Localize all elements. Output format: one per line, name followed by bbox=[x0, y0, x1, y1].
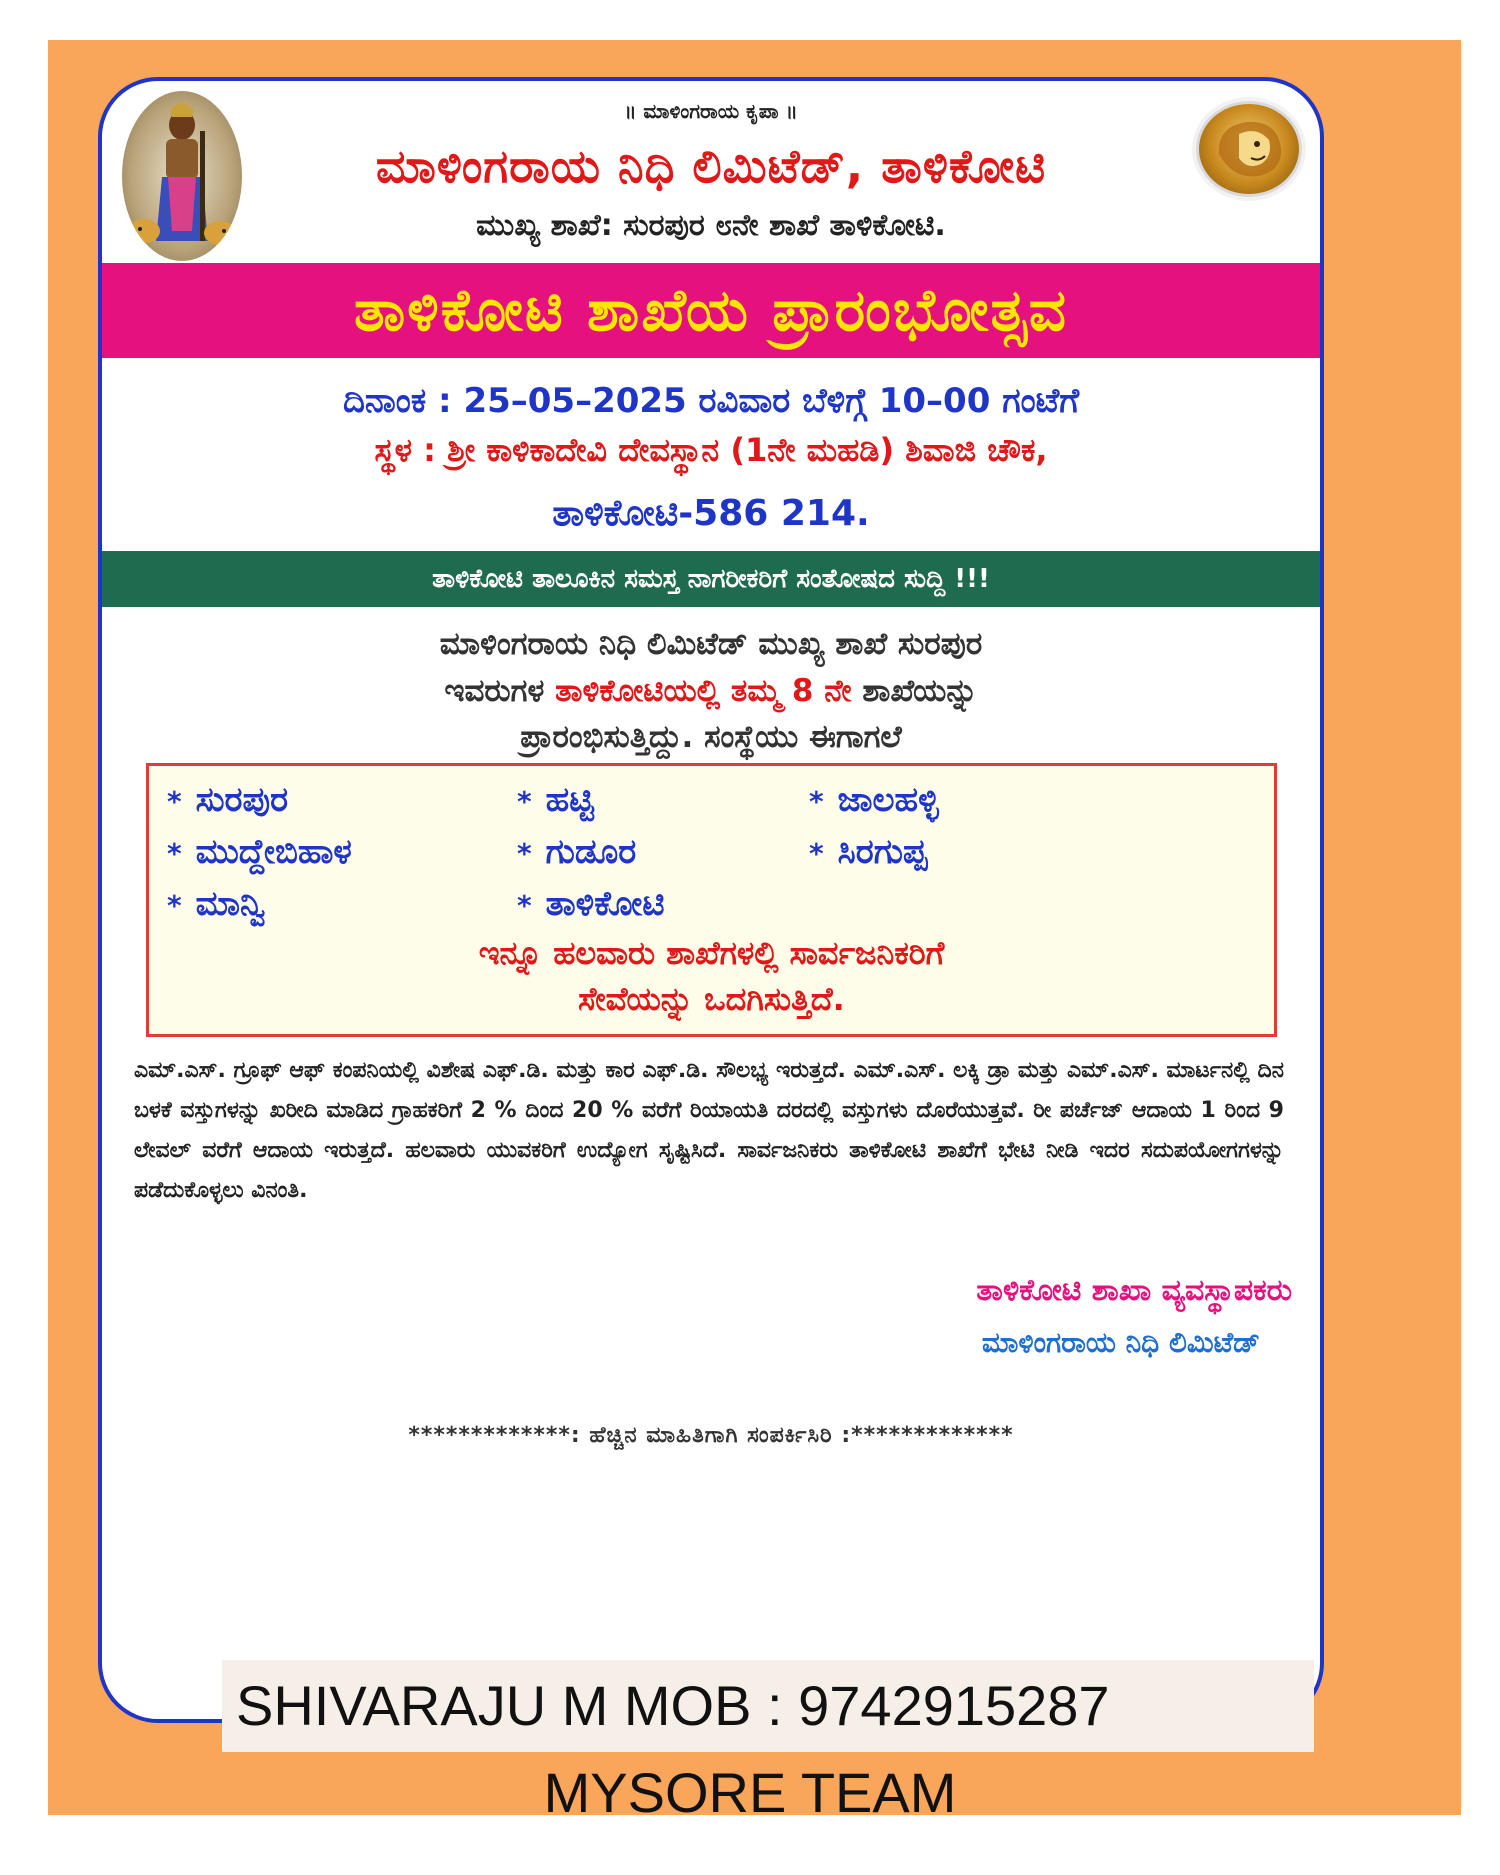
intro-line-3: ಪ್ರಾರಂಭಿಸುತ್ತಿದ್ದು. ಸಂಸ್ಥೆಯು ಈಗಾಗಲೆ bbox=[520, 719, 902, 755]
star-bullet-icon: * bbox=[517, 837, 532, 870]
phone-number: SHIVARAJU M MOB : 9742915287 bbox=[236, 1674, 1110, 1737]
star-bullet-icon: * bbox=[517, 889, 532, 922]
good-news-banner bbox=[102, 551, 1320, 607]
list-item bbox=[809, 832, 927, 872]
list-item bbox=[167, 884, 265, 924]
event-date: ದಿನಾಂಕ : 25–05–2025 ರವಿವಾರ ಬೆಳಿಗ್ಗೆ 10–00 ಗಂಟೆಗೆ bbox=[342, 381, 1080, 421]
good-news-text: ತಾಳಿಕೋಟಿ ತಾಲೂಕಿನ ಸಮಸ್ತ ನಾಗರೀಕರಿಗೆ ಸಂತೋಷದ ಸುದ್ದಿ !!! bbox=[432, 564, 990, 594]
team-name: MYSORE TEAM bbox=[543, 1761, 957, 1824]
star-bullet-icon: * bbox=[167, 889, 182, 922]
blessing-line: ॥ ಮಾಳಿಂಗರಾಯ ಕೃಪಾ ॥ bbox=[624, 99, 798, 123]
star-bullet-icon: * bbox=[809, 837, 824, 870]
branch-name: ಹಟ್ಟಿ bbox=[545, 780, 594, 820]
signature-org: ಮಾಳಿಂಗರಾಯ ನಿಧಿ ಲಿಮಿಟೆಡ್ bbox=[981, 1326, 1260, 1359]
list-item bbox=[167, 780, 288, 820]
branch-name: ಜಾಲಹಳ್ಳಿ bbox=[837, 780, 939, 820]
star-bullet-icon: * bbox=[167, 785, 182, 818]
list-item bbox=[517, 884, 665, 924]
intro-line-2-highlight: ತಾಳಿಕೋಟಿಯಲ್ಲಿ ತಮ್ಮ 8 ನೇ bbox=[555, 673, 852, 709]
star-bullet-icon: * bbox=[167, 837, 182, 870]
branch-name: ಮುದ್ದೇಬಿಹಾಳ bbox=[195, 832, 352, 872]
flyer-card bbox=[98, 77, 1324, 1723]
main-branch-line: ಮುಖ್ಯ ಶಾಖೆ: ಸುರಪುರ ೮ನೇ ಶಾಖೆ ತಾಳಿಕೋಟಿ. bbox=[476, 208, 946, 243]
branches-note-line-2: ಸೇವೆಯನ್ನು ಒದಗಿಸುತ್ತಿದೆ. bbox=[578, 980, 845, 1018]
branch-name: ಗುಡೂರ bbox=[545, 832, 637, 872]
branches-box bbox=[146, 763, 1277, 1037]
branch-name: ಮಾನ್ವಿ bbox=[195, 884, 265, 924]
branches-note-line-1: ಇನ್ನೂ ಹಲವಾರು ಶಾಖೆಗಳಲ್ಲಿ ಸಾರ್ವಜನಿಕರಿಗೆ bbox=[478, 934, 945, 972]
event-place: ಸ್ಥಳ : ಶ್ರೀ ಕಾಳಿಕಾದೇವಿ ದೇವಸ್ಥಾನ (1ನೇ ಮಹಡಿ) ಶಿವಾಜಿ ಚೌಕ, bbox=[374, 431, 1048, 469]
title-banner bbox=[102, 263, 1320, 358]
offers-paragraph: ಎಮ್.ಎಸ್. ಗ್ರೂಫ್ ಆಫ್ ಕಂಪನಿಯಲ್ಲಿ ವಿಶೇಷ ಎಫ್.ಡಿ. ಮತ್ತು ಕಾರ ಎಫ್.ಡಿ. ಸೌಲಭ್ಯ ಇರುತ್ತದೆ. ಎಮ್.ಎಸ್. ಲಕ್ಕಿ ಡ್ರಾ ಮತ್ತು ಎಮ್.ಎಸ್. ಮಾರ್ಟನಲ್ಲಿ ದಿನ ಬಳಕೆ ವಸ್ತುಗಳನ್ನು ಖರೀದಿ ಮಾಡಿದ ಗ್ರಾಹಕರಿಗೆ 2 % ದಿಂದ 20 % ವರೆಗೆ ರಿಯಾಯತಿ ದರದಲ್ಲಿ ವಸ್ತುಗಳು ದೊರೆಯುತ್ತವೆ. ರೀ ಪರ್ಚೆಜ್ ಆದಾಯ 1 ರಿಂದ 9 ಲೇವಲ್ ವರೆಗೆ ಆದಾಯ ಇರುತ್ತದೆ. ಹಲವಾರು ಯುವಕರಿಗೆ ಉದ್ಯೋಗ ಸೃಷ್ಟಿಸಿದೆ. ಸಾರ್ವಜನಿಕರು ತಾಳಿಕೋಟಿ ಶಾಖೆಗೆ ಭೇಟಿ ನೀಡಿ ಇದರ ಸದುಪಯೋಗಗಳನ್ನು ಪಡೆದುಕೊಳ್ಳಲು ವಿನಂತಿ. bbox=[134, 1058, 1284, 1203]
intro-line-1: ಮಾಳಿಂಗರಾಯ ನಿಧಿ ಲಿಮಿಟೆಡ್ ಮುಖ್ಯ ಶಾಖೆ ಸುರಪುರ bbox=[439, 626, 983, 662]
banner-title: ತಾಳಿಕೋಟಿ ಶಾಖೆಯ ಪ್ರಾರಂಭೋತ್ಸವ bbox=[353, 276, 1069, 344]
list-item bbox=[167, 832, 352, 872]
branch-name: ತಾಳಿಕೋಟಿ bbox=[545, 884, 665, 924]
contact-prompt: *************: ಹೆಚ್ಚಿನ ಮಾಹಿತಿಗಾಗಿ ಸಂಪರ್ಕಿಸಿರಿ :************* bbox=[408, 1423, 1014, 1448]
list-item bbox=[809, 780, 939, 820]
signature-title: ತಾಳಿಕೋಟಿ ಶಾಖಾ ವ್ಯವಸ್ಥಾಪಕರು bbox=[976, 1273, 1292, 1308]
star-bullet-icon: * bbox=[517, 785, 532, 818]
phone-box bbox=[222, 1660, 1314, 1752]
branch-name: ಸಿರಗುಪ್ಪ bbox=[837, 832, 928, 872]
list-item bbox=[517, 832, 636, 872]
intro-line-2 bbox=[102, 673, 1320, 710]
organization-name: ಮಾಳಿಂಗರಾಯ ನಿಧಿ ಲಿಮಿಟೆಡ್, ತಾಳಿಕೋಟಿ bbox=[375, 139, 1047, 193]
intro-line-2-post: ಶಾಖೆಯನ್ನು bbox=[851, 673, 978, 709]
star-bullet-icon: * bbox=[809, 785, 824, 818]
intro-line-2-pre: ಇವರುಗಳ bbox=[444, 673, 556, 709]
branch-name: ಸುರಪುರ bbox=[195, 780, 289, 820]
list-item bbox=[517, 780, 594, 820]
event-city: ತಾಳಿಕೋಟಿ-586 214. bbox=[552, 493, 870, 534]
